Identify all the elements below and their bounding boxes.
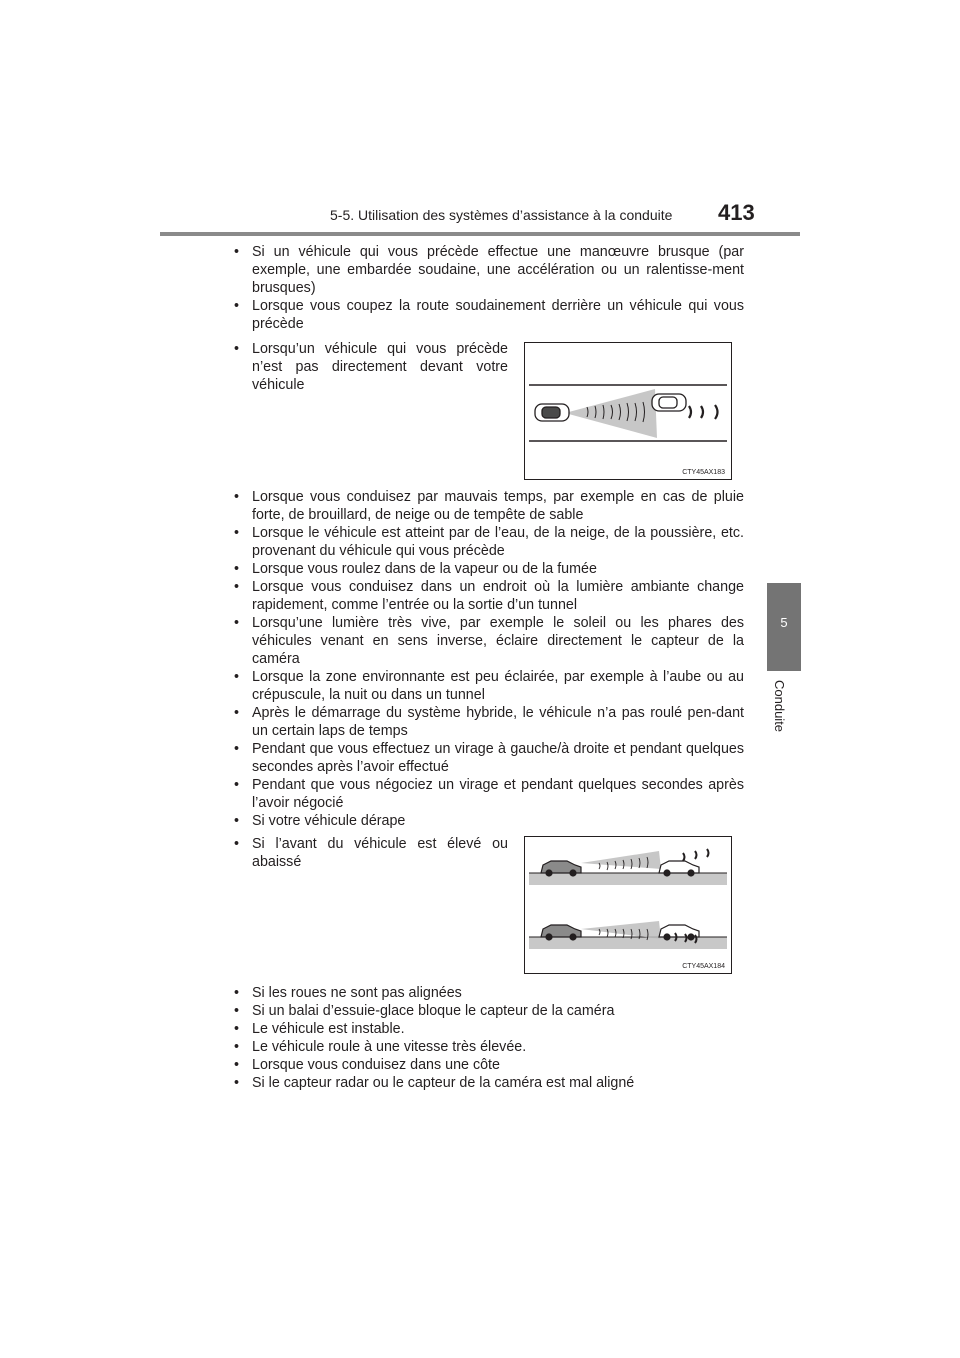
list-item: • Si le capteur radar ou le capteur de la caméra est mal aligné [230,1074,744,1092]
figure-code: CTY45AX183 [682,469,725,476]
list-item: • Si les roues ne sont pas alignées [230,984,744,1002]
car-icon [652,394,686,411]
chapter-label: Conduite [772,680,787,733]
bullet-list-raised-front [230,835,508,871]
list-item: • Pendant que vous effectuez un virage à gauche/à droite et pendant quelques secondes après l’avoir effectué [230,740,744,776]
list-item: • Lorsqu’une lumière très vive, par exemple le soleil ou les phares des véhicules venant en sens inverse, éclaire directement le capteur de la caméra [230,614,744,668]
list-item: • Lorsque le véhicule est atteint par de l’eau, de la neige, de la poussière, etc. provenant du véhicule qui vous précède [230,524,744,560]
bullet-list-top [230,243,744,333]
list-item: • Si un véhicule qui vous précède effectue une manœuvre brusque (par exemple, une embardée soudaine, une accélération ou un ralentisse-ment brusques) [230,243,744,297]
list-item: • Lorsque la zone environnante est peu éclairée, par exemple à l’aube ou au crépuscule, la nuit ou dans un tunnel [230,668,744,704]
list-item: • Lorsqu’un véhicule qui vous précède n’est pas directement devant votre véhicule [230,340,508,394]
illustration-raised-front [524,836,732,974]
list-item: • Si l’avant du véhicule est élevé ou abaissé [230,835,508,871]
list-item: • Le véhicule roule à une vitesse très élevée. [230,1038,744,1056]
list-item: • Lorsque vous conduisez dans un endroit où la lumière ambiante change rapidement, comme l’entrée ou la sortie d’un tunnel [230,578,744,614]
list-item: • Lorsque vous coupez la route soudainement derrière un véhicule qui vous précède [230,297,744,333]
list-item: • Si un balai d’essuie-glace bloque le capteur de la caméra [230,1002,744,1020]
section-title: 5-5. Utilisation des systèmes d’assistance à la conduite [330,207,673,223]
bullet-list-bottom [230,984,744,1092]
car-icon [535,404,569,421]
list-item: • Lorsque vous roulez dans de la vapeur ou de la fumée [230,560,744,578]
list-item: • Pendant que vous négociez un virage et pendant quelques secondes après l’avoir négocié [230,776,744,812]
illustration-offset-vehicle [524,342,732,480]
header-rule [160,232,800,236]
page-number: 413 [718,200,755,225]
list-item: • Lorsque vous conduisez dans une côte [230,1056,744,1074]
list-item: • Si votre véhicule dérape [230,812,744,830]
chapter-number: 5 [780,615,788,630]
figure-code: CTY45AX184 [682,963,725,970]
list-item: • Après le démarrage du système hybride, le véhicule n’a pas roulé pen-dant un certain laps de temps [230,704,744,740]
bullet-list-conditions [230,488,744,830]
list-item: • Lorsque vous conduisez par mauvais temps, par exemple en cas de pluie forte, de brouillard, de neige ou de tempête de sable [230,488,744,524]
list-item: • Le véhicule est instable. [230,1020,744,1038]
chapter-tab[interactable] [767,583,801,671]
bullet-list-offset-vehicle [230,340,508,394]
